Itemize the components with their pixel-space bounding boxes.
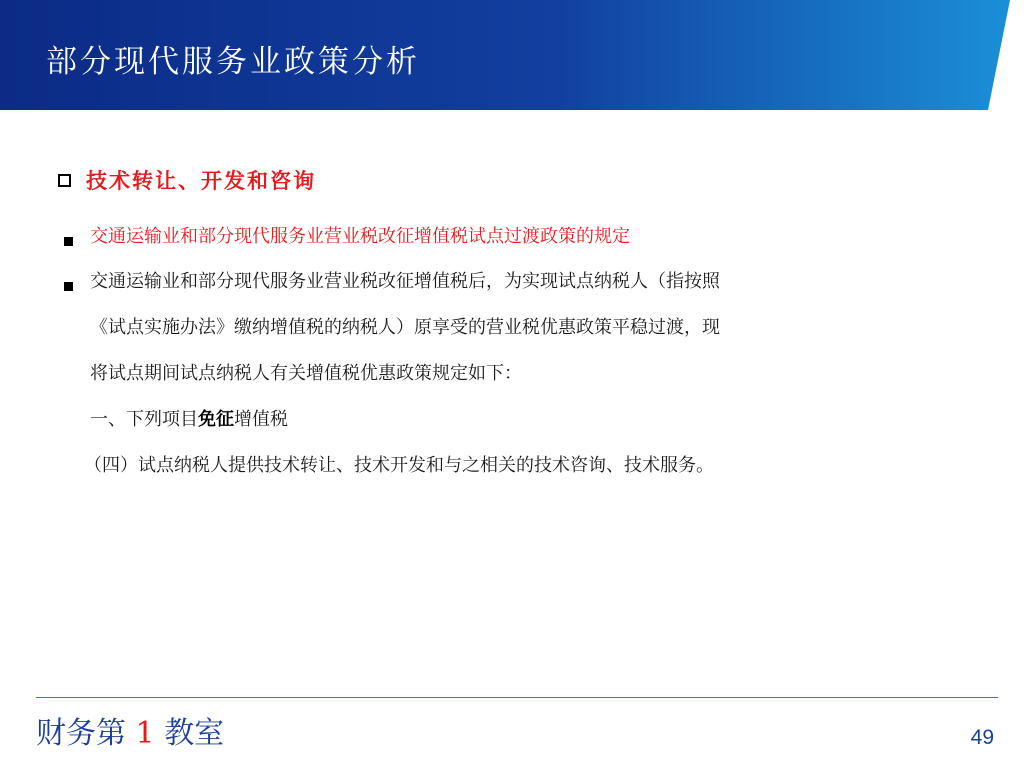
footer-brand [36,714,224,754]
section-heading [58,164,316,196]
footer-brand-number: 1 [135,716,155,751]
footer-brand-prefix: 财务第 [36,716,126,751]
policy-reference-line: 交通运输业和部分现代服务业营业税改征增值税试点过渡政策的规定 [90,226,630,247]
item-one-line [90,405,288,435]
footer-divider [36,697,998,698]
section-heading-text: 技术转让、开发和咨询 [86,168,316,193]
item-four-line: （四）试点纳税人提供技术转让、技术开发和与之相关的技术咨询、技术服务。 [84,455,714,476]
filled-square-bullet-icon [64,237,73,246]
hollow-square-bullet-icon [58,174,71,187]
item-one-emphasis: 免征 [198,409,234,430]
item-one-prefix: 一、下列项目 [90,409,198,430]
paragraph-line-3: 将试点期间试点纳税人有关增值税优惠政策规定如下： [90,363,522,384]
paragraph-line-2: 《试点实施办法》缴纳增值税的纳税人）原享受的营业税优惠政策平稳过渡，现 [90,317,720,338]
page-number: 49 [970,726,994,749]
footer-brand-suffix: 教室 [164,716,225,751]
paragraph-line-1: 交通运输业和部分现代服务业营业税改征增值税后，为实现试点纳税人（指按照 [90,271,720,292]
slide-title: 部分现代服务业政策分析 [46,44,420,80]
filled-square-bullet-icon [64,282,73,291]
item-one-suffix: 增值税 [234,409,288,430]
